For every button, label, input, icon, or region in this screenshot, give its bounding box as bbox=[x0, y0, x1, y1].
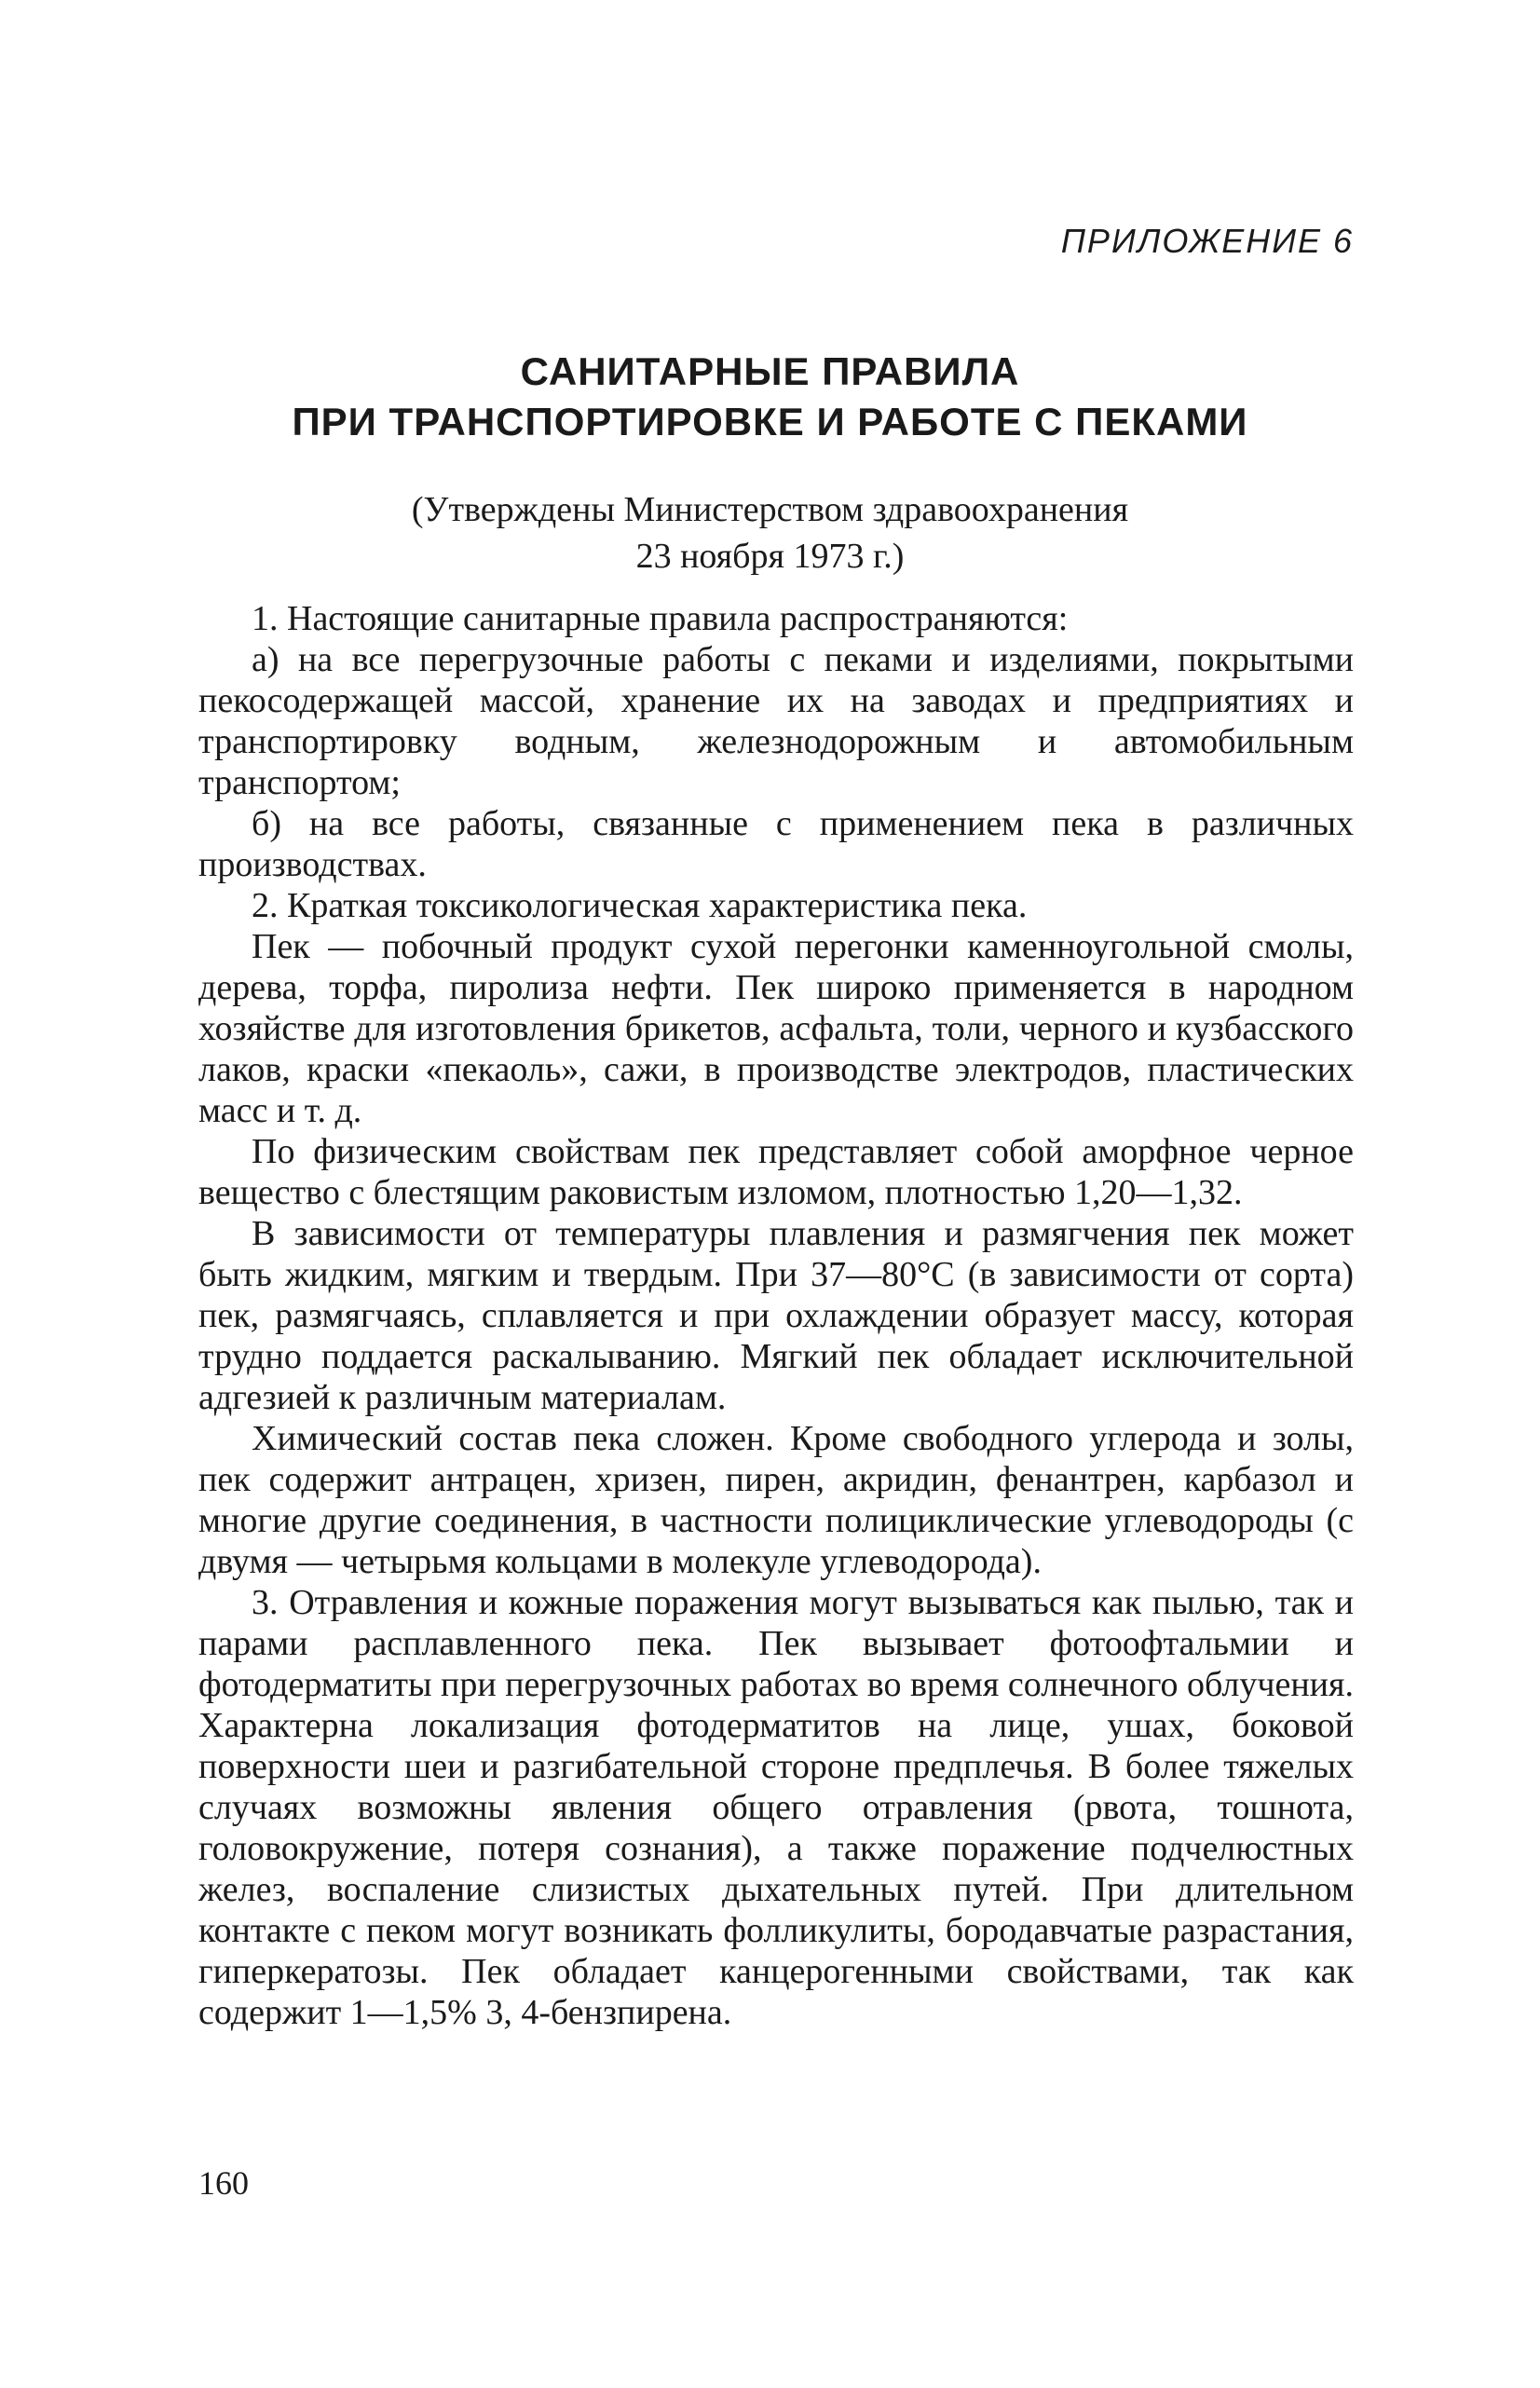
approval-line-2: 23 ноября 1973 г.) bbox=[635, 537, 905, 576]
paragraph-2: 2. Краткая токсикологическая характеристика пека. bbox=[252, 886, 1028, 925]
title-line-1: САНИТАРНЫЕ ПРАВИЛА bbox=[520, 349, 1020, 393]
page-number: 160 bbox=[198, 2164, 249, 2202]
body-text bbox=[198, 598, 1354, 2033]
approval-note bbox=[0, 486, 1540, 580]
paragraph-chemical-composition: Химический состав пека сложен. Кроме свободного углерода и золы, пек содержит антрацен, хризен, пирен, акридин, фенантрен, карбазол и многие другие соединения, в частности полициклические углеводороды (с двумя — четырьмя кольцами в молекуле углеводорода). bbox=[198, 1419, 1354, 1581]
document-title bbox=[0, 347, 1540, 447]
paragraph-3: 3. Отравления и кожные поражения могут вызываться как пылью, так и парами расплавленного пека. Пек вызывает фотоофтальмии и фотодерматиты при перегрузочных работах во время солнечного облучения. Характерна локализация фотодерматитов на лице, ушах, боковой поверхности шеи и разгибательной стороне предплечья. В более тяжелых случаях возможны явления общего отравления (рвота, тошнота, головокружение, потеря сознания), а также поражение подчелюстных желез, воспаление слизистых дыхательных путей. При длительном контакте с пеком могут возникать фолликулиты, бородавчатые разрастания, гиперкератозы. Пек обладает канцерогенными свойствами, так как содержит 1—1,5% 3, 4-бензпирена. bbox=[198, 1583, 1354, 2032]
approval-line-1: (Утверждены Министерством здравоохранения bbox=[411, 490, 1129, 529]
paragraph-physical-properties: По физическим свойствам пек представляет собой аморфное черное вещество с блестящим раковистым изломом, плотностью 1,20—1,32. bbox=[198, 1132, 1354, 1212]
title-line-2: ПРИ ТРАНСПОРТИРОВКЕ И РАБОТЕ С ПЕКАМИ bbox=[292, 400, 1248, 443]
paragraph-pitch-definition: Пек — побочный продукт сухой перегонки каменноугольной смолы, дерева, торфа, пиролиза нефти. Пек широко применяется в народном хозяйстве для изготовления брикетов, асфальта, толи, черного и кузбасского лаков, краски «пекаоль», сажи, в производстве электродов, пластических масс и т. д. bbox=[198, 927, 1354, 1130]
appendix-label: ПРИЛОЖЕНИЕ 6 bbox=[1060, 222, 1354, 260]
paragraph-1: 1. Настоящие санитарные правила распространяются: bbox=[252, 599, 1069, 638]
paragraph-1b: б) на все работы, связанные с применением пека в различных производствах. bbox=[198, 804, 1354, 884]
paragraph-melting: В зависимости от температуры плавления и размягчения пек может быть жидким, мягким и твердым. При 37—80°С (в зависимости от сорта) пек, размягчаясь, сплавляется и при охлаждении образует массу, которая трудно поддается раскалыванию. Мягкий пек обладает исключительной адгезией к различным материалам. bbox=[198, 1214, 1354, 1417]
paragraph-1a: а) на все перегрузочные работы с пеками и изделиями, покрытыми пекосодержащей массой, хранение их на заводах и предприятиях и транспортировку водным, железнодорожным и автомобильным транспортом; bbox=[198, 640, 1354, 802]
